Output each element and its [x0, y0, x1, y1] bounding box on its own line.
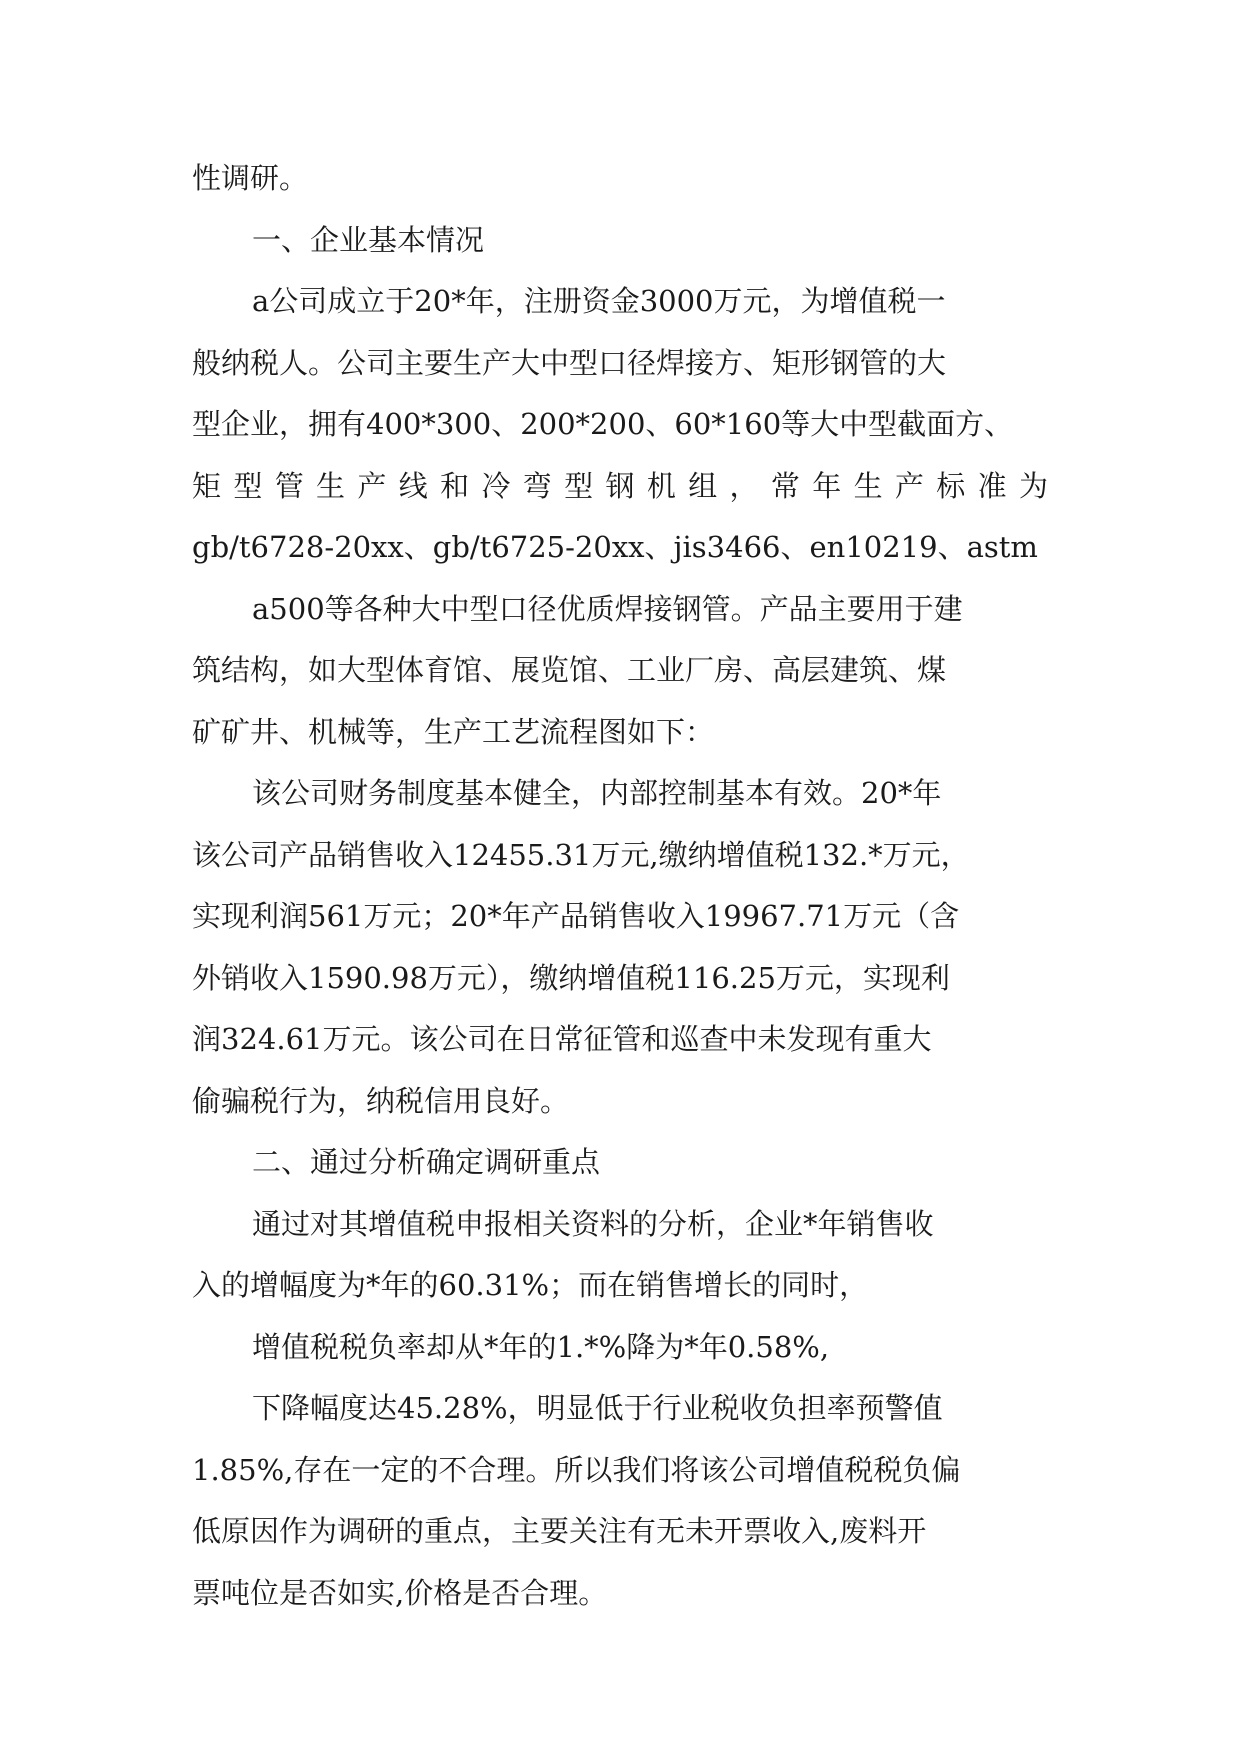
section-heading: 一、企业基本情况	[252, 222, 485, 257]
body-line: 般纳税人。公司主要生产大中型口径焊接方、矩形钢管的大	[192, 345, 947, 380]
body-line: 该公司产品销售收入12455.31万元,缴纳增值税132.*万元，	[192, 837, 970, 872]
body-line: 入的增幅度为*年的60.31%；而在销售增长的同时，	[192, 1268, 869, 1302]
body-line: 实现利润561万元；20*年产品销售收入19967.71万元（含	[192, 899, 960, 933]
body-line: 矩型管生产线和冷弯型钢机组，常年生产标准为	[192, 468, 1048, 503]
body-line: 偷骗税行为，纳税信用良好。	[192, 1083, 570, 1118]
body-line: 筑结构，如大型体育馆、展览馆、工业厂房、高层建筑、煤	[192, 653, 947, 687]
body-line: 润324.61万元。该公司在日常征管和巡查中未发现有重大	[192, 1022, 932, 1056]
body-line: a500等各种大中型口径优质焊接钢管。产品主要用于建	[252, 591, 963, 626]
body-line: gb/t6728-20xx、gb/t6725-20xx、jis3466、en10219、astm	[192, 530, 1038, 564]
section-heading: 二、通过分析确定调研重点	[252, 1145, 601, 1179]
body-line: 通过对其增值税申报相关资料的分析，企业*年销售收	[252, 1206, 934, 1241]
body-line: 下降幅度达45.28%，明显低于行业税收负担率预警值	[252, 1391, 943, 1425]
body-line: 型企业，拥有400*300、200*200、60*160等大中型截面方、	[192, 407, 1014, 441]
body-line: 票吨位是否如实,价格是否合理。	[192, 1575, 608, 1610]
body-line: 1.85%,存在一定的不合理。所以我们将该公司增值税税负偏	[192, 1452, 961, 1487]
body-line: 性调研。	[192, 161, 309, 195]
body-line: 矿矿井、机械等，生产工艺流程图如下：	[192, 714, 715, 749]
body-line: 增值税税负率却从*年的1.*%降为*年0.58%,	[252, 1329, 830, 1364]
body-line: 外销收入1590.98万元），缴纳增值税116.25万元，实现利	[192, 960, 950, 995]
body-line: a公司成立于20*年，注册资金3000万元，为增值税一	[252, 284, 946, 318]
body-line: 低原因作为调研的重点，主要关注有无未开票收入,废料开	[192, 1514, 927, 1548]
body-line: 该公司财务制度基本健全，内部控制基本有效。20*年	[252, 776, 942, 810]
document-body	[192, 148, 1048, 1624]
